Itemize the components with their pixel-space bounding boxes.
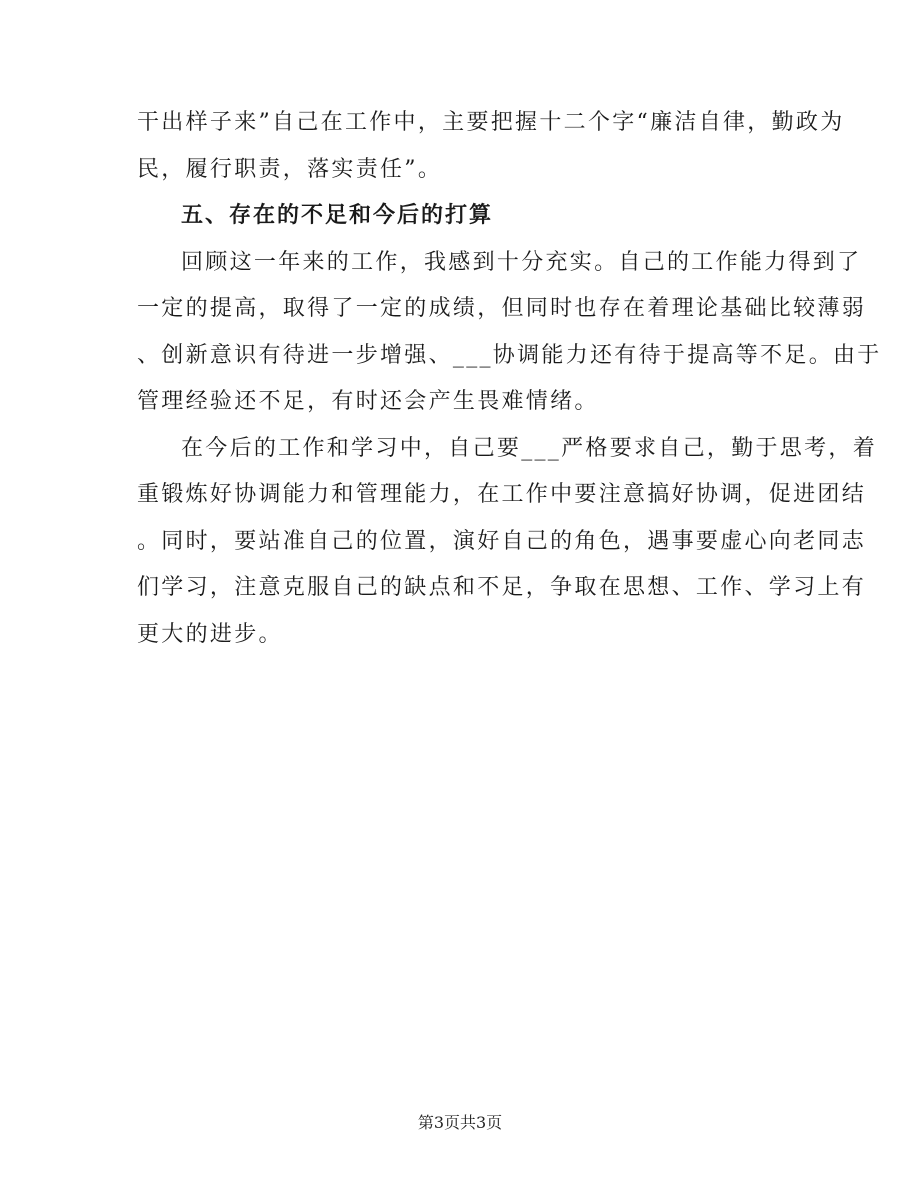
page-number: 第3页共3页 — [417, 1113, 503, 1132]
text-line: 重锻炼好协调能力和管理能力，在工作中要注意搞好协调，促进团结 — [137, 482, 867, 507]
text-line: 。同时，要站准自己的位置，演好自己的角色，遇事要虚心向老同志 — [137, 528, 867, 554]
text-line: 在今后的工作和学习中，自己要___严格要求自己，勤于思考，着 — [181, 435, 878, 461]
text-line: 们学习，注意克服自己的缺点和不足，争取在思想、工作、学习上有 — [137, 575, 867, 600]
document-body — [137, 100, 882, 658]
text-line: 民，履行职责，落实责任”。 — [137, 156, 443, 182]
text-line: 回顾这一年来的工作，我感到十分充实。自己的工作能力得到了 — [181, 249, 862, 275]
text-line: 一定的提高，取得了一定的成绩，但同时也存在着理论基础比较薄弱 — [137, 296, 867, 321]
paragraph-plans — [137, 426, 878, 659]
text-line: 、创新意识有待进一步增强、___协调能力还有待于提高等不足。由于 — [137, 342, 882, 368]
text-line: 干出样子来”自己在工作中，主要把握十二个字“廉洁自律，勤政为 — [137, 110, 845, 135]
text-line: 管理经验还不足，有时还会产生畏难情绪。 — [137, 389, 599, 414]
section-heading: 五、存在的不足和今后的打算 — [181, 203, 494, 228]
text-line: 更大的进步。 — [137, 621, 283, 647]
paragraph-shortcomings — [137, 240, 882, 426]
